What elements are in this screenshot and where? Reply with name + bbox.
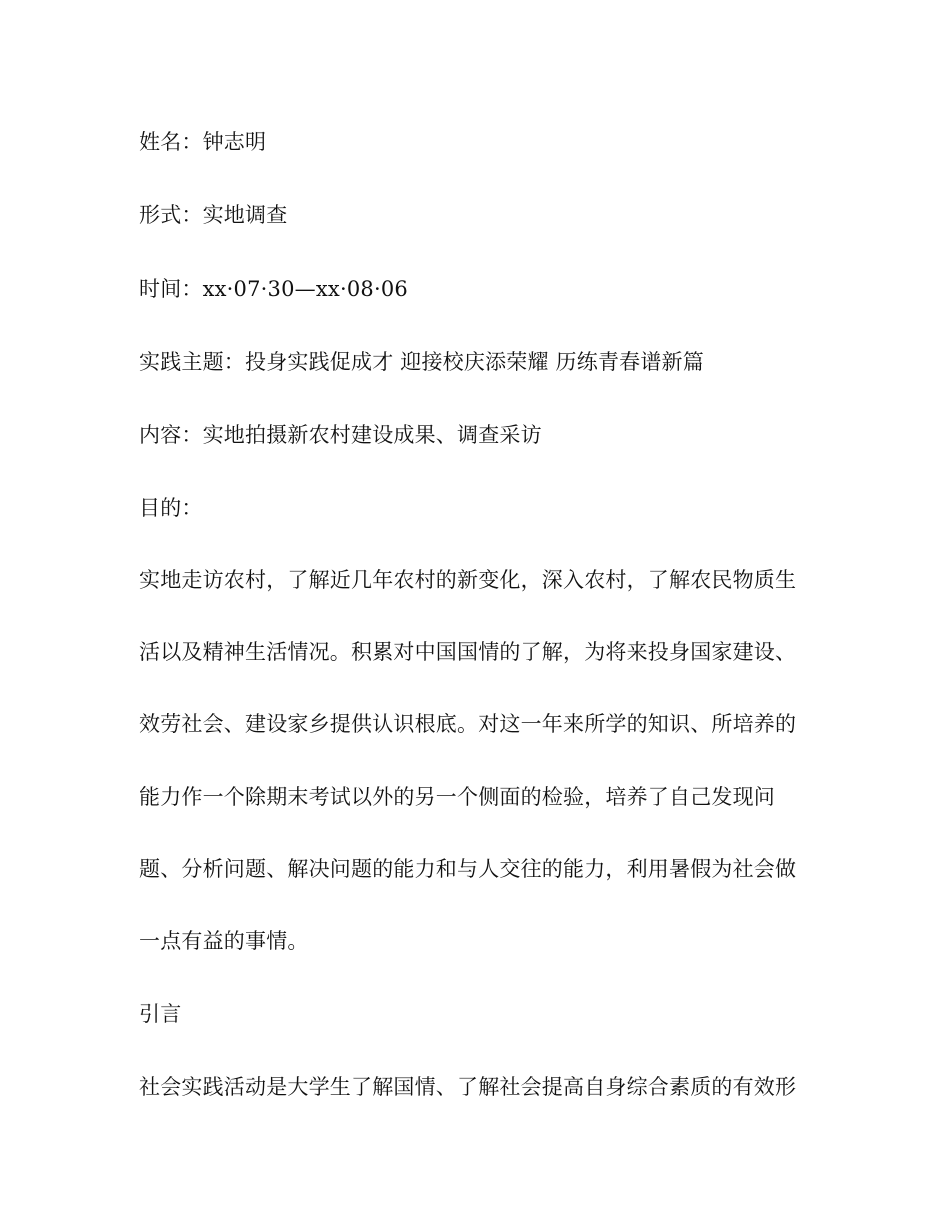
form-line: 形式：实地调查: [139, 203, 288, 227]
purpose-paragraph-line: 效劳社会、建设家乡提供认识根底。对这一年来所学的知识、所培养的: [139, 712, 797, 736]
intro-paragraph-line: 社会实践活动是大学生了解国情、了解社会提高自身综合素质的有效形: [139, 1075, 797, 1099]
purpose-paragraph-line: 能力作一个除期末考试以外的另一个侧面的检验，培养了自己发现问: [139, 785, 775, 809]
content-line: 内容：实地拍摄新农村建设成果、调查采访: [139, 423, 542, 447]
purpose-paragraph-line: 实地走访农村，了解近几年农村的新变化，深入农村，了解农民物质生: [139, 568, 797, 592]
time-line: 时间：xx·07·30—xx·08·06: [139, 277, 408, 301]
purpose-paragraph-line: 题、分析问题、解决问题的能力和与人交往的能力，利用暑假为社会做: [139, 857, 797, 881]
theme-line: 实践主题：投身实践促成才 迎接校庆添荣耀 历练青春谱新篇: [139, 350, 704, 374]
purpose-paragraph-line: 活以及精神生活情况。积累对中国国情的了解，为将来投身国家建设、: [139, 640, 797, 664]
name-line: 姓名：钟志明: [139, 130, 267, 154]
purpose-heading: 目的：: [139, 496, 203, 520]
purpose-paragraph-line: 一点有益的事情。: [139, 929, 309, 953]
intro-heading: 引言: [139, 1002, 182, 1026]
